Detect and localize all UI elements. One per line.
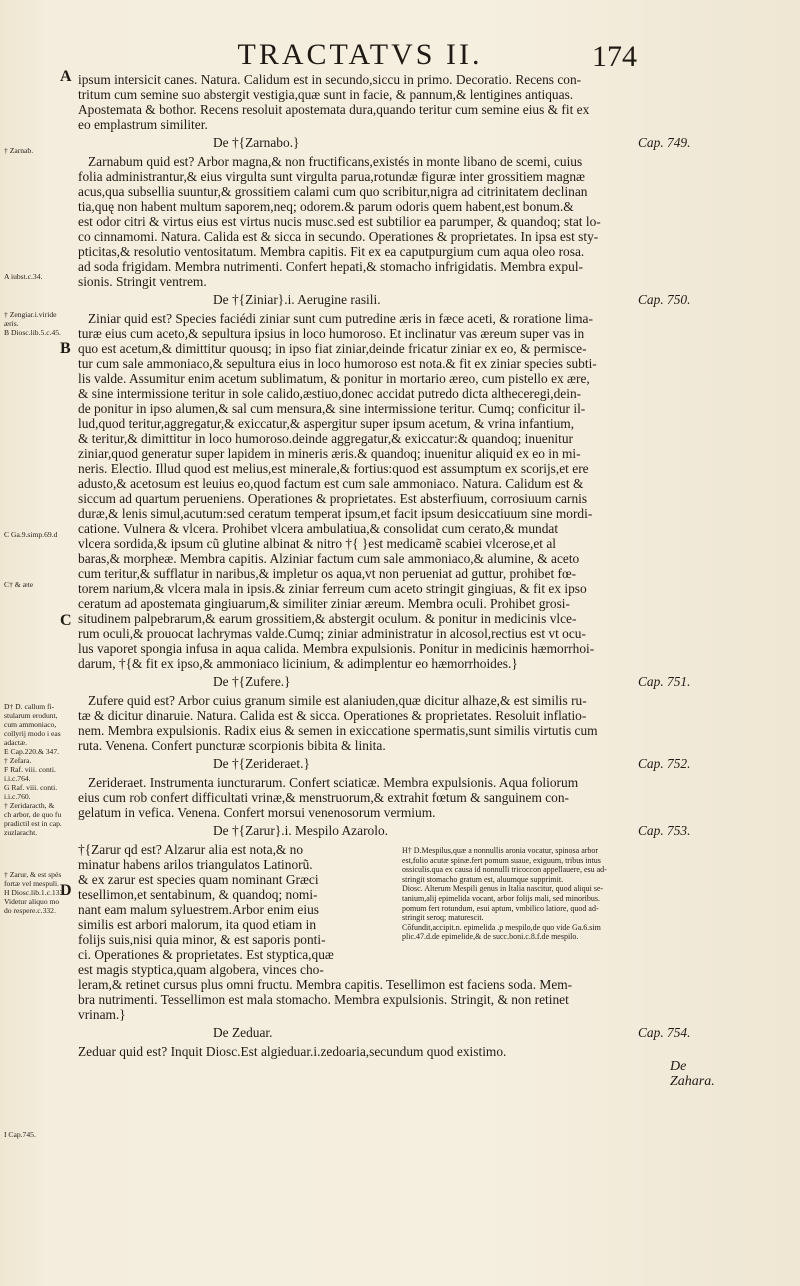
chapter-number: Cap. 754. — [638, 1025, 691, 1040]
section-letter: C — [60, 612, 72, 629]
chapter-title: De †{Zarur}.i. Mespilo Azarolo. — [213, 823, 388, 838]
text-line: situdinem palpebrarum,& earum grossitiem,& abstergit oculum. & ponitur in medicinis vlce- — [78, 611, 577, 626]
chapter-number: Cap. 753. — [638, 823, 691, 838]
text-line: & ex zarur est species quam nominant Græci — [78, 872, 319, 887]
text-line: bra nutrimenti. Tessellimon est mala stomacho. Membra expulsionis. Stringit, & non retinet — [78, 992, 569, 1007]
chapter-title: De †{Ziniar}.i. Aerugine rasili. — [213, 292, 381, 307]
text-line: catione. Vulnera & vlcera. Prohibet vlcera ambulatiua,& consolidat cum cerato,& mundat — [78, 521, 559, 536]
text-line: lud,quod teritur,aggregatur,& exiccatur,& aspergitur super ipsum acetum, & vrina infantium, — [78, 416, 575, 431]
chapter-title: De †{Zufere.} — [213, 674, 291, 689]
text-line: lus vaporet spongia infusa in aqua calida. Membra expulsionis. Ponitur in medicinis hæmorrhoi- — [78, 641, 595, 656]
text-line: tæ & dicitur dinaruie. Natura. Calida est & sicca. Operationes & proprietates. Resoluit inflatio- — [78, 708, 587, 723]
running-title: TRACTATVS II. — [237, 38, 483, 71]
text-line: eo emplastrum similiter. — [78, 117, 208, 132]
annotation-line: plic.47.d.de epimelide,& de succ.boni.c.8.f.de mespilo. — [402, 932, 579, 942]
annotation-line: stringit seroq; maturescit. — [402, 913, 484, 923]
text-line: Zarnabum quid est? Arbor magna,& non fructificans,existés in monte libano de scemi, cuius — [88, 154, 583, 169]
text-line: ci. Operationes & proprietates. Est styptica,quæ — [78, 947, 334, 962]
text-line: ruta. Venena. Confert puncturæ scorpionis bibita & linita. — [78, 738, 386, 753]
section-letter: D — [60, 882, 72, 899]
text-line: neris. Electio. Illud quod est melius,est minerale,& fortius:quod est assumptum ex scorijs,et ere — [78, 461, 589, 476]
margin-note: † Zengiar.i.viride æris. B Diosc.lib.5.c.45. — [4, 310, 61, 337]
text-line: tia,quę non habent multum saporem,neq; odorem.& parum odoris quem habent,est bonum.& — [78, 199, 574, 214]
two-column-block — [78, 842, 728, 977]
text-line: ad soda frigidam. Membra nutrimenti. Confert hepati,& stomacho infrigidatis. Membra expul- — [78, 259, 583, 274]
chapter-number: Cap. 750. — [638, 292, 691, 307]
text-line: folia administrantur,& eius virgulta sunt virgulta parua,rotundæ figuræ inter grossitiem magnæ — [78, 169, 585, 184]
text-line: est magis styptica,quam algobera, vinces cho- — [78, 962, 324, 977]
text-line: pticitas,& resolutio ventositatum. Membra capitis. Fit ex ea caputpurgium cum aqua oleo rosa. — [78, 244, 585, 259]
text-line: rum oculi,& prouocat lachrymas valde.Cumq; ziniar administratur in alcosol,rectius est vt ocu- — [78, 626, 586, 641]
text-line: de ponitur in ipso alumen,& sal cum mensura,& sine intermissione teritur. Cumq; conficitur il- — [78, 401, 586, 416]
margin-note: A iubst.c.34. — [4, 272, 43, 281]
text-line: minatur habens arilos triangulatos Latinorũ. — [78, 857, 313, 872]
chapter-title: De Zeduar. — [213, 1025, 273, 1040]
margin-note: † Zarur, & est spés fortæ vel mespuli. H Diosc.lib.1.c.133. Videtur aliquo mo do respere.c.332. — [4, 870, 66, 915]
text-line: baras,& morpheæ. Membra capitis. Alziniar factum cum sale ammoniaco,& alumine, & aceto — [78, 551, 580, 566]
text-line: est odor citri & virtus eius est virtus nucis musc.sed est subtilior ea parumper, & quandoq; stat lo- — [78, 214, 601, 229]
annotation-line: pomum fert rotundum, esui aptum, vmbilico latiore, quod ad- — [402, 903, 599, 913]
chapter-heading — [78, 671, 728, 693]
text-line: nem. Membra expulsionis. Radix eius & semen in exiccatione spermatis,sunt similis virtutis cum — [78, 723, 598, 738]
annotation-column — [402, 846, 718, 942]
text-line: lis valde. Assumitur enim acetum sublimatum, & ponitur in mortario æreo, cum pistello ex ære, — [78, 371, 590, 386]
chapter-heading — [78, 820, 728, 842]
annotation-line: ossiculis.qua ex causa id nonnulli tricoccon appellauere, esu ad- — [402, 865, 607, 875]
text-line: †{Zarur qd est? Alzarur alia est nota,& no — [78, 842, 304, 857]
annotation-line: Cõfundit,accipit.n. epimelida .p mespilo,de quo vide Ga.6.sim — [402, 922, 601, 932]
text-line: darum, †{& fit ex ipso,& ammoniaco licinium, & adimplentur eo hæmorrhoides.} — [78, 656, 518, 671]
annotation-line: stringit stomacho gratum est, aluumque supprimit. — [402, 874, 564, 884]
text-line: ceratum ad apostemata gingiuarum,& similiter ziniar æreum. Membra oculi. Prohibet grosi- — [78, 596, 570, 611]
chapter-heading — [78, 132, 728, 154]
text-line: turæ eius cum aceto,& sepultura ipsius in loco humoroso. Et inclinatur vas æreum super vas in — [78, 326, 585, 341]
text-line: tesellimon,et sentabinum, & quandoq; nomi- — [78, 887, 318, 902]
margin-note: C Ga.9.simp.69.d — [4, 530, 58, 539]
main-text — [78, 72, 728, 1089]
text-line: & sine intermissione teritur in sole calido,æstiuo,donec accidat putredo dicta altheceregi,dein- — [78, 386, 582, 401]
chapter-number: Cap. 751. — [638, 674, 691, 689]
chapter-heading — [78, 753, 728, 775]
annotation-line: tanium,alij epimelida vocant, arbor folijs mali, sed minoribus. — [402, 893, 600, 903]
text-line: Zerideraet. Instrumenta iuncturarum. Confert sciaticæ. Membra expulsionis. Aqua foliorum — [88, 775, 579, 790]
chapter-heading — [78, 289, 728, 311]
catchword: De Zahara. — [670, 1059, 715, 1089]
section-letter: A — [60, 68, 72, 85]
annotation-line: H† D.Mespilus,quæ a nonnullis aronia vocatur, spinosa arbor — [402, 846, 599, 855]
text-line: vrinam.} — [78, 1007, 126, 1022]
text-line: quo est acetum,& dimittitur quousq; in ipso fiat ziniar,deinde fricatur ziniar ex eo, & permisce- — [78, 341, 587, 356]
chapter-number: Cap. 749. — [638, 135, 691, 150]
margin-note: C† & æte — [4, 580, 34, 589]
text-line: siccum ad quartum perueniens. Operationes & proprietates. Est absterfiuum, corrosiuum carnis — [78, 491, 588, 506]
main-column — [78, 842, 388, 977]
text-line: Zufere quid est? Arbor cuius granum simile est alaniuden,quæ dicitur alhaze,& est similis ru- — [88, 693, 587, 708]
folio-number: 174 — [592, 40, 637, 73]
text-line: gelatum in vefica. Venena. Confert morsui venenosorum vermium. — [78, 805, 436, 820]
text-line: Apostemata & bothor. Recens resoluit apostemata dura,quando teritur cum semine eius & fit ex — [78, 102, 590, 117]
text-line: ziniar,quod generatur super lapidem in mineris æris.& quandoq; inuenitur aliquid ex eo in mi- — [78, 446, 581, 461]
section-letter: B — [60, 340, 71, 357]
text-line: Ziniar quid est? Species faciédi ziniar sunt cum putredine æris in fæce aceti, & roratione lima- — [88, 311, 593, 326]
margin-note: † Zarnab. — [4, 146, 34, 155]
margin-note: I Cap.745. — [4, 1130, 36, 1139]
text-line: folijs suis,nisi quia minor, & est saporis ponti- — [78, 932, 326, 947]
text-line: similis est arbori malorum, ita quod etiam in — [78, 917, 317, 932]
annotation-line: est,folio acutæ spinæ.fert pomum suaue, exiguum, tribus intus — [402, 855, 601, 865]
text-line: & teritur,& dimittitur in loco humoroso.deinde aggregatur,& exiccatur:& quandoq; inuenitur — [78, 431, 574, 446]
text-line: sionis. Stringit ventrem. — [78, 274, 207, 289]
chapter-number: Cap. 752. — [638, 756, 691, 771]
text-line: tur cum sale ammoniaco,& sepultura eius in loco humoroso est nota.& fit ex ziniar species subti- — [78, 356, 597, 371]
chapter-title: De †{Zerideraet.} — [213, 756, 310, 771]
chapter-title: De †{Zarnabo.} — [213, 135, 300, 150]
text-line: leram,& retinet cursus plus omni fructu. Membra capitis. Tesellimon est faciens soda. Mem- — [78, 977, 573, 992]
text-line: ipsum intersicit canes. Natura. Calidum est in secundo,siccu in primo. Decoratio. Recens con- — [78, 72, 582, 87]
text-line: tritum cum semine suo abstergit vestigia,quæ sunt in facie, & pannum,& lentigines antiquas. — [78, 87, 574, 102]
text-line: torem narium,& vlcera mala in ipsis.& ziniar ferreum cum aceto stringit gingiuas, & fit ex ipso — [78, 581, 587, 596]
text-line: acus,qua subsellia suuntur,& grossitiem calami cum quo scribitur,nigra ad citrinitatem declinan — [78, 184, 588, 199]
text-line: nant eam malum syluestrem.Arbor enim eius — [78, 902, 319, 917]
text-line: vlcera sordida,& ipsum cũ glutine albinat & nitro †{ }est medicamẽ scabiei vlcerose,et al — [78, 536, 557, 551]
text-line: adusto,& acetosum est leuius eo,quod factum est cum sale ammoniaco. Natura. Calidum est & — [78, 476, 584, 491]
text-line: eius cum rob confert difficultati vrinæ,& menstruorum,& extrahit fœtum & sanguinem con- — [78, 790, 570, 805]
text-line: co cinnamomi. Natura. Calida est & sicca in secundo. Operationes & proprietates. In ipsa est sty- — [78, 229, 599, 244]
text-line: Zeduar quid est? Inquit Diosc.Est algieduar.i.zedoaria,secundum quod existimo. — [78, 1044, 507, 1059]
margin-note: D† D. callum fi- stularum erodunt, cum ammoniaco, collyrij modo i eas adactæ. E Cap.220.& 347. † Zefara. F Raf. viii. conti. i.i.c.764. G Raf. viii. conti. i.i.c.760. † Zeridaracth, & ch arbor, de quo fu pradictil est in cap. zuzlaracht. — [4, 702, 62, 837]
annotation-line: Diosc. Alterum Mespili genus in Italia nascitur, quod aliqui se- — [402, 884, 604, 894]
chapter-heading — [78, 1022, 728, 1044]
text-line: duræ,& lenis simul,acutum:sed ceratum temperat ipsum,et facit ipsum desiccatiuum sine mordi- — [78, 506, 593, 521]
text-line: cum teritur,& sufflatur in naribus,& impletur os aqua,vt non perueniat ad guttur, prohibet fœ- — [78, 566, 577, 581]
